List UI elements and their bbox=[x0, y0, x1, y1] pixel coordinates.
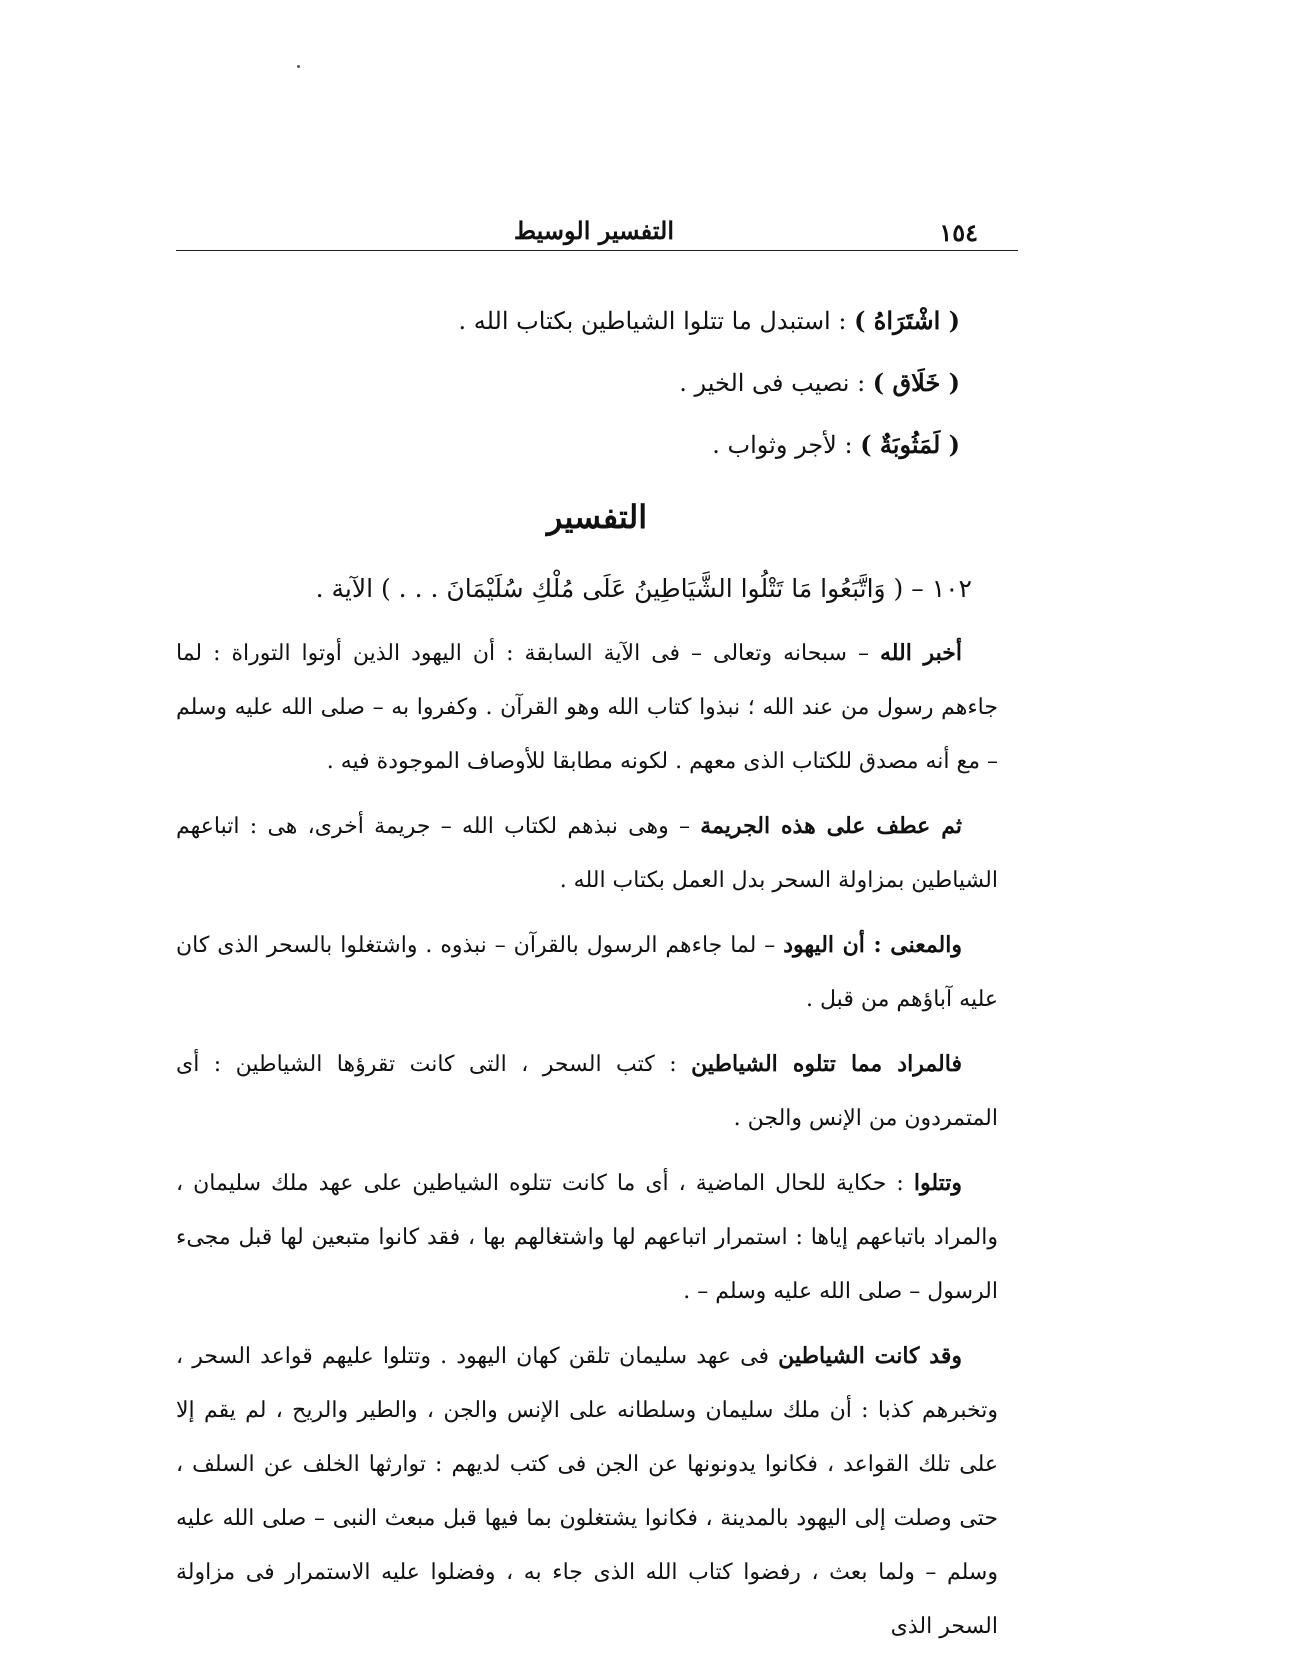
paragraph bbox=[176, 1156, 998, 1319]
scan-speck bbox=[297, 65, 300, 68]
verse-reference: ١٠٢ – ( وَاتَّبَعُوا مَا تَتْلُوا الشَّيَاطِينُ عَلَى مُلْكِ سُلَيْمَانَ . . . ) الآية . bbox=[315, 574, 972, 603]
paragraph-text: – لما جاءهم الرسول بالقرآن – نبذوه . واشتغلوا بالسحر الذى كان عليه آباؤهم من قبل . bbox=[176, 933, 998, 1012]
paragraph bbox=[176, 626, 998, 789]
paragraph-text: : كتب السحر ، التى كانت تقرؤها الشياطين : أى المتمردون من الإنس والجن . bbox=[176, 1052, 998, 1131]
section-title: التفسير bbox=[546, 498, 648, 536]
glossary-entry bbox=[340, 290, 960, 352]
paragraph-text: – وهى نبذهم لكتاب الله – جريمة أخرى، هى : اتباعهم الشياطين بمزاولة السحر بدل العمل بكتاب الله . bbox=[176, 814, 998, 893]
paragraph bbox=[176, 799, 998, 908]
paragraph-lead: أخبر الله bbox=[879, 640, 962, 666]
paragraph bbox=[176, 1329, 998, 1654]
header-rule bbox=[176, 250, 1018, 251]
glossary-definition: : نصيب فى الخير . bbox=[679, 369, 873, 397]
glossary-entry bbox=[340, 352, 960, 414]
glossary-entry bbox=[340, 414, 960, 476]
glossary-term: ( اشْتَرَاهُ ) bbox=[854, 306, 960, 335]
paragraph-text: فى عهد سليمان تلقن كهان اليهود . وتتلوا عليهم قواعد السحر ، وتخبرهم كذبا : أن ملك سليمان وسلطانه على الإنس والجن ، والطير والريح ، لم يقم إلا على تلك القواعد ، فكانوا يدونونها عن الجن فى كتب لديهم : توارثها الخلف عن السلف ، حتى وصلت إلى اليهود بالمدينة ، فكانوا يشتغلون بما فيها قبل مبعث النبى – صلى الله عليه وسلم – ولما بعث ، رفضوا كتاب الله الذى جاء به ، وفضلوا عليه الاستمرار فى مزاولة السحر الذى bbox=[176, 1344, 998, 1639]
page-header bbox=[176, 210, 1018, 250]
glossary-term: ( لَمَثُوبَةٌ ) bbox=[860, 430, 960, 459]
paragraph-lead: والمعنى : أن اليهود bbox=[783, 932, 962, 958]
running-title: التفسير الوسيط bbox=[513, 216, 674, 245]
paragraph-text: – سبحانه وتعالى – فى الآية السابقة : أن اليهود الذين أوتوا التوراة : لما جاءهم رسول من عند الله ؛ نبذوا كتاب الله وهو القرآن . وكفروا به – صلى الله عليه وسلم – مع أنه مصدق للكتاب الذى معهم . لكونه مطابقا للأوصاف الموجودة فيه . bbox=[176, 641, 998, 774]
glossary bbox=[340, 290, 960, 476]
paragraph-text: : حكاية للحال الماضية ، أى ما كانت تتلوه الشياطين على عهد ملك سليمان ، والمراد باتباعهم إياها : استمرار اتباعهم لها واشتغالهم بها ، فقد كانوا متبعين لها قبل مجىء الرسول – صلى الله عليه وسلم – . bbox=[176, 1171, 998, 1304]
paragraph-lead: وقد كانت الشياطين bbox=[778, 1343, 962, 1369]
paragraph-lead: فالمراد مما تتلوه الشياطين bbox=[691, 1051, 962, 1077]
glossary-definition: : لأجر وثواب . bbox=[712, 431, 861, 459]
paragraph-lead: وتتلوا bbox=[913, 1170, 962, 1196]
paragraph bbox=[176, 918, 998, 1027]
paragraph bbox=[176, 1037, 998, 1146]
paragraph-lead: ثم عطف على هذه الجريمة bbox=[700, 813, 962, 839]
glossary-definition: : استبدل ما تتلوا الشياطين بكتاب الله . bbox=[458, 307, 855, 335]
glossary-term: ( خَلَاق ) bbox=[872, 368, 960, 397]
commentary-body bbox=[176, 626, 998, 1664]
page-number: ١٥٤ bbox=[939, 218, 978, 247]
